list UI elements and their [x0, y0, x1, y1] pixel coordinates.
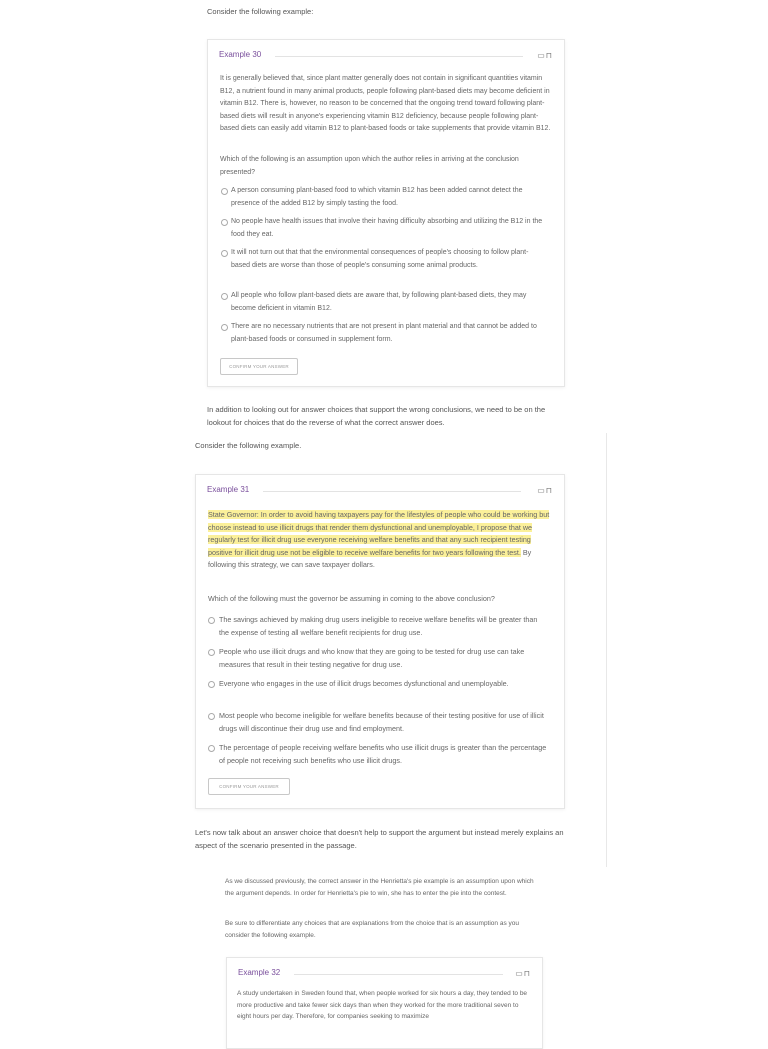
- confirm-answer-button[interactable]: CONFIRM YOUR ANSWER: [220, 358, 298, 375]
- question-text: Which of the following must the governor be assuming in coming to the above conclusion?: [208, 594, 495, 603]
- card-icons: [537, 486, 553, 495]
- card-title: Example 32: [238, 968, 281, 977]
- passage-rest: By following this strategy, we can save taxpayer dollars.: [208, 547, 532, 569]
- answer-choice[interactable]: The savings achieved by making drug users ineligible to receive welfare benefits will be greater than the expense of testing all welfare benefit recipients for drug use.: [219, 615, 538, 637]
- screen-icon[interactable]: ▭: [537, 486, 546, 495]
- screen-icon[interactable]: ▭: [537, 51, 546, 60]
- example-30-card: [207, 39, 565, 387]
- intro-text: Consider the following example.: [195, 441, 302, 450]
- answer-choice[interactable]: All people who follow plant-based diets are aware that, by following plant-based diets, they may become deficient in vitamin B12.: [231, 292, 527, 312]
- note-paragraph: Be sure to differentiate any choices that are explanations from the choice that is an assumption as you consider the following example.: [225, 920, 519, 939]
- divider: [294, 974, 503, 975]
- choice-radio[interactable]: [208, 681, 215, 688]
- choice-radio[interactable]: [208, 649, 215, 656]
- body-paragraph: In addition to looking out for answer choices that support the wrong conclusions, we need to be on the lookout for choices that do the reverse of what the correct answer does.: [207, 405, 546, 427]
- note-paragraph: As we discussed previously, the correct answer in the Henrietta's pie example is an assumption upon which the argument depends. In order for Henrietta's pie to win, she has to enter the pie into the contest.: [225, 878, 534, 897]
- divider: [275, 56, 523, 57]
- card-icons: [515, 969, 531, 978]
- bookmark-icon[interactable]: ⊓: [545, 51, 553, 60]
- answer-choice[interactable]: No people have health issues that involve their having difficulty absorbing and utilizing the B12 in the food they eat.: [231, 218, 543, 238]
- highlighted-passage: State Governor: In order to avoid having taxpayers pay for the lifestyles of people who could be working but choose instead to use illicit drugs that render them dysfunctional and unemployable, I propose that we regularly test for illicit drug use everyone receiving welfare benefits and that any such recipient testing positive for illicit drug use not be eligible to receive welfare benefits for two years following the test.: [208, 510, 550, 557]
- card-header: [238, 968, 531, 982]
- passage-text: It is generally believed that, since plant matter generally does not contain in significant quantities vitamin B12, a nutrient found in many animal products, people following plant-based diets may become deficient in vitamin B12. There is, however, no reason to be concerned that the ongoing trend toward following plant-based diets will result in anyone's experiencing vitamin B12 deficiency, because people following plant-based diets can easily add vitamin B12 to plant-based foods or take supplements that provide vitamin B12.: [220, 75, 551, 132]
- choice-radio[interactable]: [221, 324, 228, 331]
- column-divider: [606, 433, 607, 867]
- bookmark-icon[interactable]: ⊓: [545, 486, 553, 495]
- example-32-card: [226, 957, 543, 1049]
- bookmark-icon[interactable]: ⊓: [523, 969, 531, 978]
- card-title: Example 31: [207, 485, 250, 494]
- question-text: Which of the following is an assumption upon which the author relies in arriving at the conclusion presented?: [220, 156, 519, 176]
- choice-radio[interactable]: [208, 617, 215, 624]
- answer-choice[interactable]: People who use illicit drugs and who know that they are going to be tested for drug use can take measures that result in their testing negative for drug use.: [219, 647, 525, 669]
- card-header: [219, 50, 553, 64]
- answer-choice[interactable]: A person consuming plant-based food to which vitamin B12 has been added cannot detect the presence of the added B12 by simply tasting the food.: [231, 187, 523, 207]
- choice-radio[interactable]: [221, 188, 228, 195]
- body-paragraph: Let's now talk about an answer choice that doesn't help to support the argument but instead merely explains an aspect of the scenario presented in the passage.: [195, 828, 564, 850]
- card-title: Example 30: [219, 50, 262, 59]
- answer-choice[interactable]: It will not turn out that that the environmental consequences of people's choosing to follow plant-based diets are worse than those of people's consuming some animal products.: [231, 249, 529, 269]
- passage-text: A study undertaken in Sweden found that, when people worked for six hours a day, they tended to be more productive and take fewer sick days than when they worked for the more traditional seven to eight hours per day. Therefore, for companies seeking to maximize: [237, 990, 528, 1020]
- choice-radio[interactable]: [221, 250, 228, 257]
- answer-choice[interactable]: The percentage of people receiving welfare benefits who use illicit drugs is greater than the percentage of people not receiving such benefits who use illicit drugs.: [219, 743, 547, 765]
- choice-radio[interactable]: [221, 219, 228, 226]
- choice-radio[interactable]: [208, 745, 215, 752]
- answer-choice[interactable]: Everyone who engages in the use of illicit drugs becomes dysfunctional and unemployable.: [219, 679, 509, 688]
- confirm-answer-button[interactable]: CONFIRM YOUR ANSWER: [208, 778, 290, 795]
- screen-icon[interactable]: ▭: [515, 969, 524, 978]
- answer-choice[interactable]: Most people who become ineligible for welfare benefits because of their testing positive for use of illicit drugs will discontinue their drug use and find employment.: [219, 711, 544, 733]
- example-31-card: [195, 474, 565, 809]
- choice-radio[interactable]: [221, 293, 228, 300]
- passage-text: [208, 509, 551, 572]
- choice-radio[interactable]: [208, 713, 215, 720]
- card-icons: [537, 51, 553, 60]
- intro-text: Consider the following example:: [207, 7, 314, 16]
- divider: [263, 491, 521, 492]
- card-header: [207, 485, 553, 499]
- answer-choice[interactable]: There are no necessary nutrients that are not present in plant material and that cannot be added to plant-based foods or consumed in supplement form.: [231, 323, 537, 343]
